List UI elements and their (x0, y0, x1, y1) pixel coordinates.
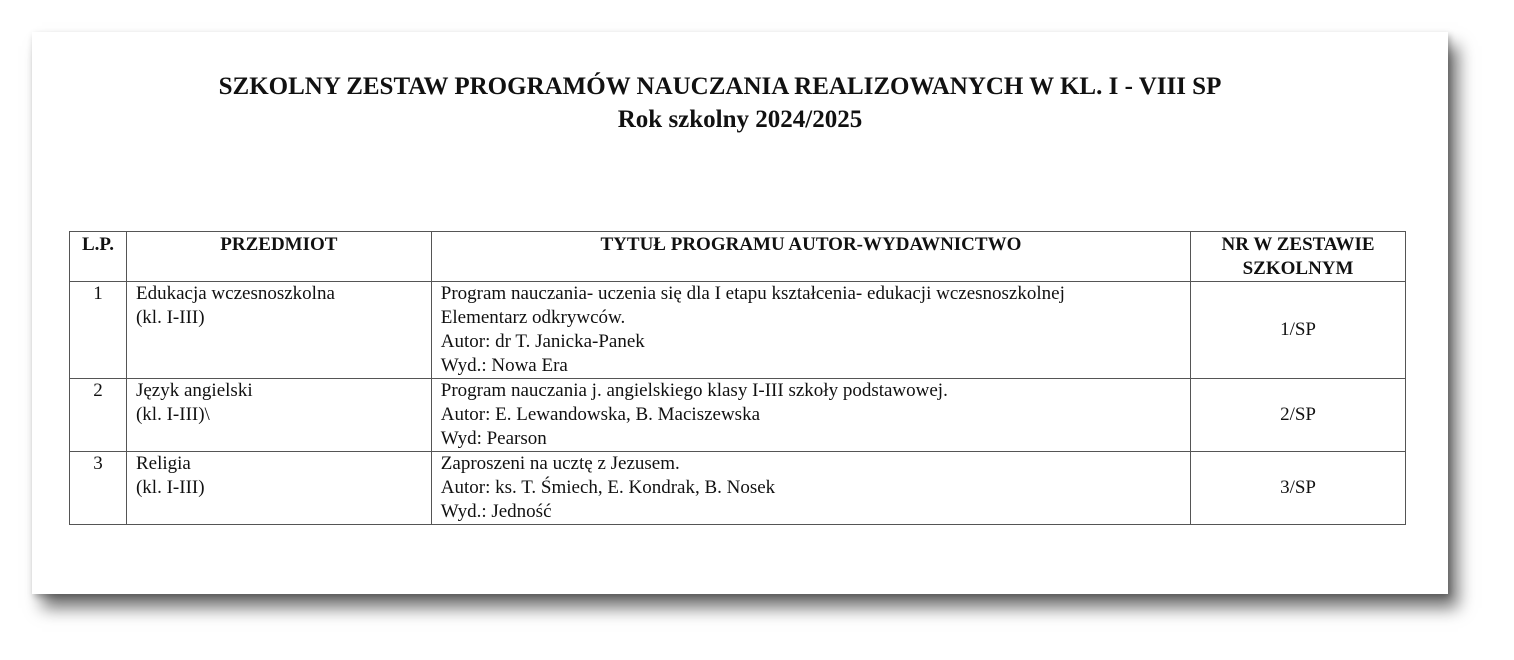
program-line: Zaproszeni na ucztę z Jezusem. (440, 453, 680, 474)
document-page (32, 32, 1448, 594)
row-lp: 3 (70, 452, 127, 525)
program-line: Program nauczania j. angielskiego klasy I-III szkoły podstawowej. (440, 380, 948, 401)
row-nr: 3/SP (1191, 452, 1406, 525)
header-title-line-1: TYTUŁ PROGRAMU (600, 234, 785, 255)
row-nr: 2/SP (1191, 379, 1406, 452)
header-title-line-2: AUTOR-WYDAWNICTWO (788, 234, 1022, 255)
header-lp: L.P. (70, 232, 127, 282)
subject-line: Edukacja wczesnoszkolna (135, 283, 335, 304)
row-subject (126, 282, 431, 379)
program-line: Wyd: Pearson (440, 428, 547, 449)
header-subject: PRZEDMIOT (126, 232, 431, 282)
programs-table (69, 231, 1406, 525)
program-line: Program nauczania- uczenia się dla I etapu kształcenia- edukacji wczesnoszkolnej (440, 283, 1065, 304)
row-program (431, 379, 1190, 452)
document-title (32, 70, 1448, 136)
program-line: Elementarz odkrywców. (440, 307, 626, 328)
header-nr-line-1: NR W ZESTAWIE (1221, 234, 1375, 255)
header-nr-line-2: SZKOLNYM (1242, 258, 1354, 279)
title-line-2: Rok szkolny 2024/2025 (617, 106, 863, 133)
row-lp: 1 (70, 282, 127, 379)
row-nr: 1/SP (1191, 282, 1406, 379)
row-program (431, 452, 1190, 525)
row-subject (126, 452, 431, 525)
program-line: Autor: dr T. Janicka-Panek (440, 331, 645, 352)
subject-line: (kl. I-III) (135, 307, 205, 328)
subject-line: (kl. I-III)\ (135, 404, 210, 425)
row-program (431, 282, 1190, 379)
table-row (70, 282, 1406, 379)
program-line: Autor: ks. T. Śmiech, E. Kondrak, B. Nosek (440, 477, 776, 498)
program-line: Autor: E. Lewandowska, B. Maciszewska (440, 404, 761, 425)
header-nr (1191, 232, 1406, 282)
table-header-row (70, 232, 1406, 282)
title-line-1: SZKOLNY ZESTAW PROGRAMÓW NAUCZANIA REALIZOWANYCH W KL. I - VIII SP (218, 73, 1222, 100)
header-title (431, 232, 1190, 282)
subject-line: (kl. I-III) (135, 477, 205, 498)
table-row (70, 452, 1406, 525)
subject-line: Język angielski (135, 380, 253, 401)
subject-line: Religia (135, 453, 191, 474)
program-line: Wyd.: Jedność (440, 501, 552, 522)
row-lp: 2 (70, 379, 127, 452)
row-subject (126, 379, 431, 452)
program-line: Wyd.: Nowa Era (440, 355, 568, 376)
table-row (70, 379, 1406, 452)
